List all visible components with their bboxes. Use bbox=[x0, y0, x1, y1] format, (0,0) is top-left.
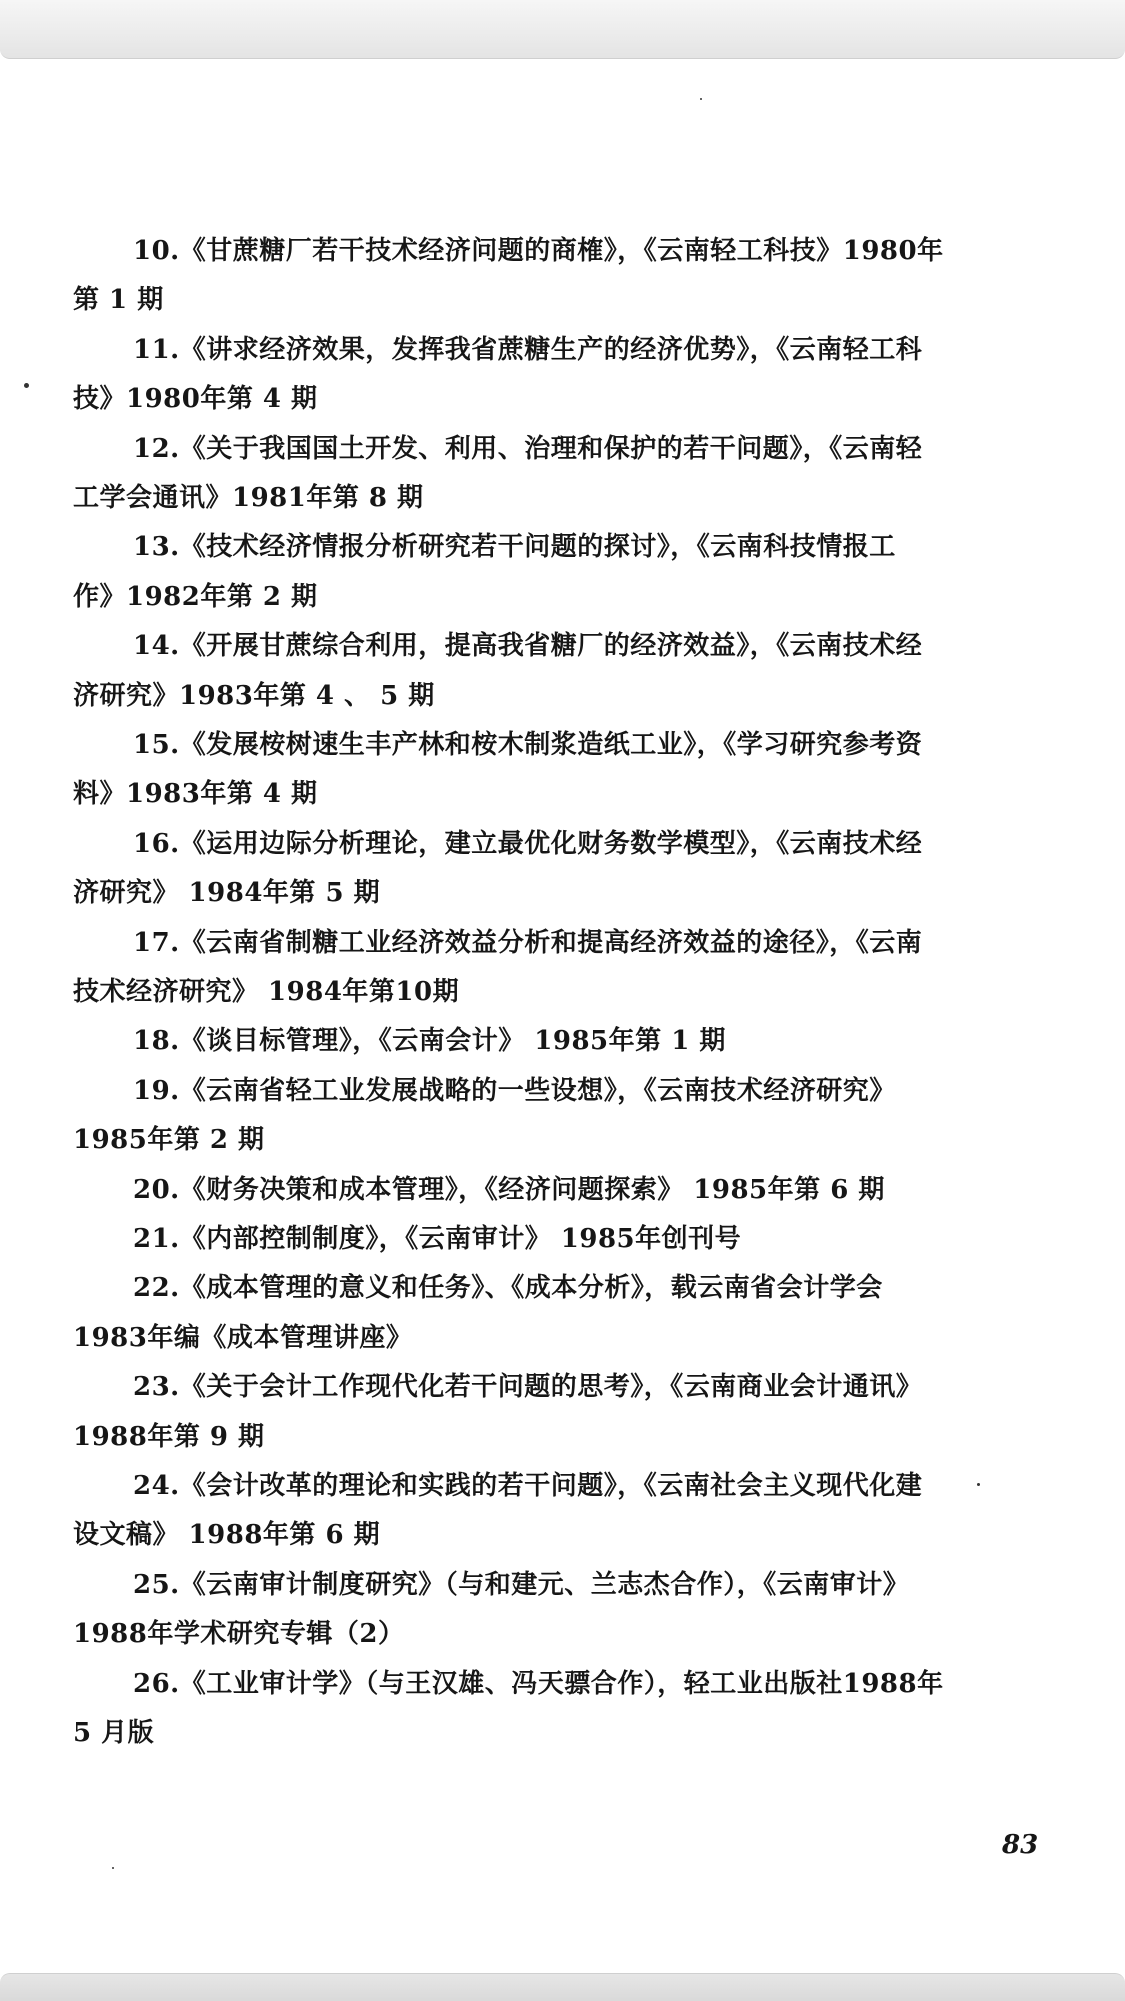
reference-entry-line: 24.《会计改革的理论和实践的若干问题》，《云南社会主义现代化建 bbox=[133, 1471, 923, 1501]
viewer-bottom-bar bbox=[0, 1973, 1125, 2001]
reference-entry-line: 13.《技术经济情报分析研究若干问题的探讨》，《云南科技情报工 bbox=[133, 532, 896, 562]
reference-entry-line: 19.《云南省轻工业发展战略的一些设想》，《云南技术经济研究》 bbox=[133, 1076, 896, 1106]
scan-speck bbox=[24, 383, 29, 388]
reference-entry-continuation: 工学会通讯》1981年第 8 期 bbox=[73, 483, 424, 513]
page-number: 83 bbox=[1002, 1830, 1039, 1860]
reference-entry-line: 21.《内部控制制度》，《云南审计》 1985年创刊号 bbox=[133, 1224, 742, 1254]
reference-entry-continuation: 作》1982年第 2 期 bbox=[73, 582, 318, 612]
reference-entry-line: 11.《讲求经济效果，发挥我省蔗糖生产的经济优势》，《云南轻工科 bbox=[133, 335, 923, 365]
reference-entry-line: 17.《云南省制糖工业经济效益分析和提高经济效益的途径》，《云南 bbox=[133, 928, 923, 958]
scan-speck bbox=[977, 1483, 980, 1486]
reference-entry-line: 26.《工业审计学》（与王汉雄、冯天骠合作），轻工业出版社1988年 bbox=[133, 1669, 944, 1699]
reference-entry-continuation: 1988年第 9 期 bbox=[73, 1422, 265, 1452]
reference-entry-continuation: 第 1 期 bbox=[73, 285, 164, 315]
reference-entry-continuation: 1985年第 2 期 bbox=[73, 1125, 265, 1155]
reference-entry-line: 20.《财务决策和成本管理》，《经济问题探索》 1985年第 6 期 bbox=[133, 1175, 885, 1205]
reference-entry-continuation: 技》1980年第 4 期 bbox=[73, 384, 318, 414]
reference-entry-line: 16.《运用边际分析理论，建立最优化财务数学模型》，《云南技术经 bbox=[133, 829, 923, 859]
reference-entry-line: 12.《关于我国国土开发、利用、治理和保护的若干问题》，《云南轻 bbox=[133, 434, 923, 464]
reference-entry-line: 10.《甘蔗糖厂若干技术经济问题的商榷》，《云南轻工科技》1980年 bbox=[133, 236, 944, 266]
reference-entry-continuation: 料》1983年第 4 期 bbox=[73, 779, 318, 809]
reference-entry-line: 15.《发展桉树速生丰产林和桉木制浆造纸工业》，《学习研究参考资 bbox=[133, 730, 923, 760]
reference-entry-line: 25.《云南审计制度研究》（与和建元、兰志杰合作），《云南审计》 bbox=[133, 1570, 910, 1600]
reference-entry-continuation: 设文稿》 1988年第 6 期 bbox=[73, 1520, 381, 1550]
reference-entry-continuation: 5 月版 bbox=[73, 1718, 155, 1748]
reference-list bbox=[0, 59, 1125, 1972]
reference-entry-continuation: 济研究》1983年第 4 、 5 期 bbox=[73, 681, 435, 711]
reference-entry-continuation: 技术经济研究》 1984年第10期 bbox=[73, 977, 460, 1007]
scan-speck bbox=[112, 1867, 114, 1869]
reference-entry-line: 18.《谈目标管理》，《云南会计》 1985年第 1 期 bbox=[133, 1026, 726, 1056]
reference-entry-continuation: 济研究》 1984年第 5 期 bbox=[73, 878, 381, 908]
reference-entry-continuation: 1988年学术研究专辑（2） bbox=[73, 1619, 405, 1649]
scanned-page[interactable] bbox=[0, 59, 1125, 1972]
viewer-top-bar bbox=[0, 0, 1125, 59]
reference-entry-line: 22.《成本管理的意义和任务》、《成本分析》，载云南省会计学会 bbox=[133, 1273, 883, 1303]
scan-speck bbox=[700, 98, 702, 100]
reference-entry-continuation: 1983年编《成本管理讲座》 bbox=[73, 1323, 413, 1353]
reference-entry-line: 14.《开展甘蔗综合利用，提高我省糖厂的经济效益》，《云南技术经 bbox=[133, 631, 923, 661]
reference-entry-line: 23.《关于会计工作现代化若干问题的思考》，《云南商业会计通讯》 bbox=[133, 1372, 923, 1402]
